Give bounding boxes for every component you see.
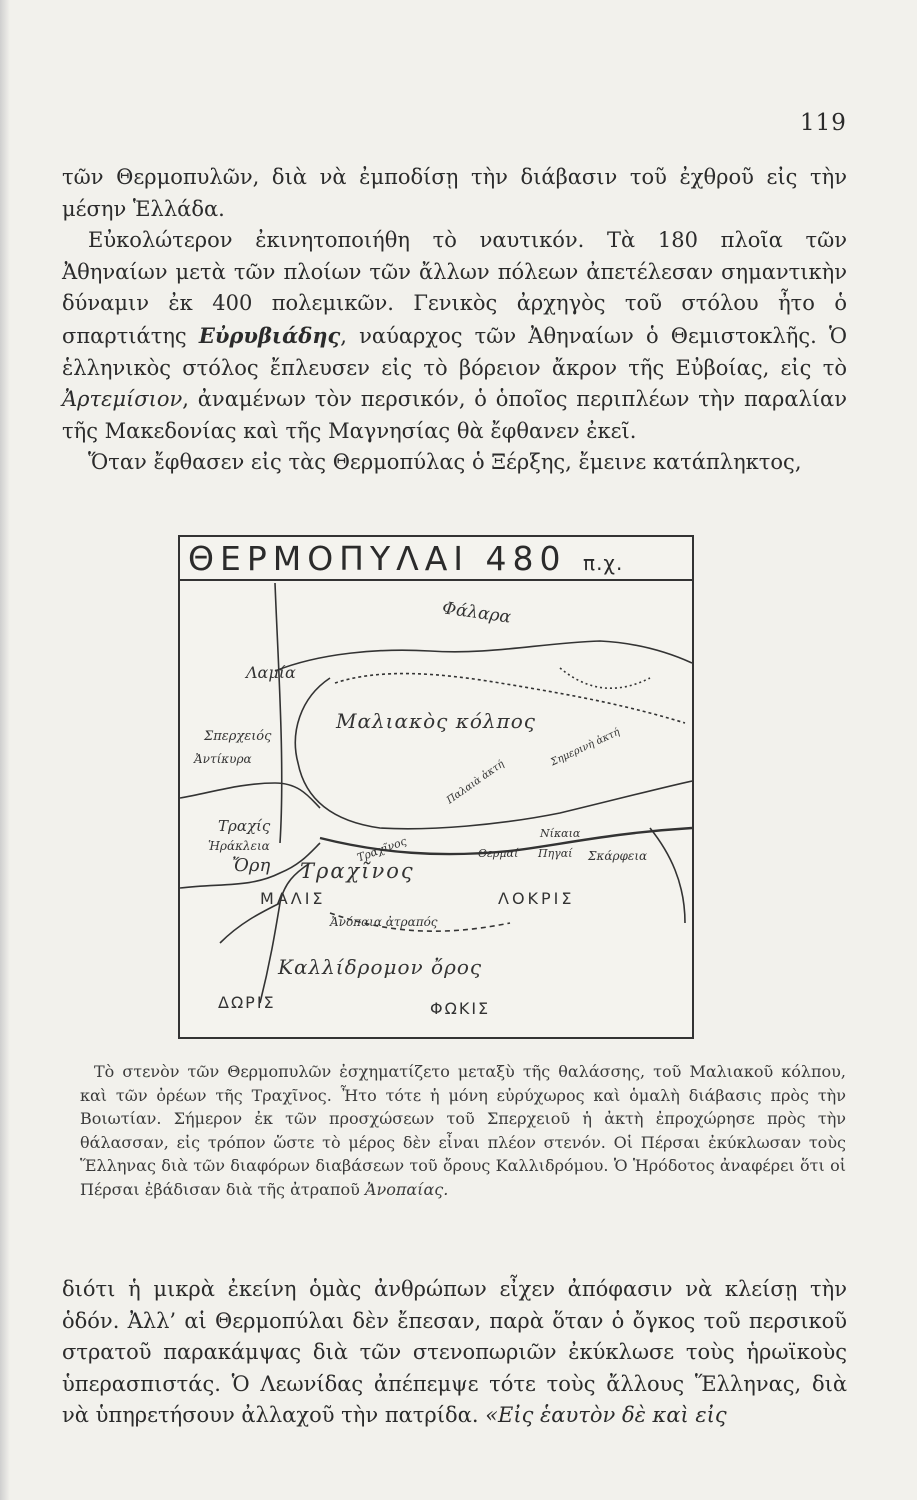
map-caption <box>80 1060 846 1201</box>
page-edge <box>0 0 10 1500</box>
label-coast-old: Παλαιὰ ἀκτή <box>444 758 507 807</box>
paragraph-2-start: Εὐκολώτερον ἐκινητοποιήθη τὸ ναυτικόν. Τὰ 180 πλοῖα τῶν Ἀθηναίων μετὰ τῶν πλοίων τῶν ἄλλων πόλεων ἀπετέλεσαν σημαντικὴν δύναμιν ἐκ 400 πολεμικῶν. Γενικὸς ἀρχηγὸς τοῦ στόλου ἦτο ὁ σπαρτιάτης <box>62 228 847 348</box>
map-title-text: ΘΕΡΜΟΠΥΛΑΙ <box>188 539 470 578</box>
north-coast-line <box>275 641 692 671</box>
label-pigai: Πηγαί <box>538 847 573 860</box>
label-thermai: Θερμαί <box>478 847 519 860</box>
paragraph-4-body: διότι ἡ μικρὰ ἐκείνη ὁμὰς ἀνθρώπων εἶχεν ἀπόφασιν νὰ κλείσῃ τὴν ὁδόν. Ἀλλ’ αἱ Θερμοπύλαι δὲν ἔπεσαν, παρὰ ὅταν ὁ ὄγκος τοῦ περσικοῦ στρατοῦ παρακάμψας διὰ τῶν στενοπωριῶν ἐκύκλωσε τοὺς ἡρωϊκοὺς ὑπερασπιστάς. Ὁ Λεωνίδας ἀπέπεμψε τότε τοὺς ἄλλους Ἕλληνας, διὰ νὰ ὑπηρετήσουν ἀλλαχοῦ τὴν πατρίδα. <box>62 1277 847 1428</box>
label-anopaia: Ἀνόπαια ἀτραπός <box>330 915 438 929</box>
label-falara: Φάλαρα <box>440 598 513 628</box>
label-doris: ΔΩΡΙΣ <box>218 993 276 1012</box>
page-number: 119 <box>800 110 847 136</box>
label-lamia: Λαμία <box>246 663 296 682</box>
map-era: π.χ. <box>583 551 624 575</box>
paragraph-4-quote: «Εἰς ἑαυτὸν δὲ καὶ εἰς <box>485 1403 727 1428</box>
spercheios-river <box>180 783 320 808</box>
paragraph-3: Ὅταν ἔφθασεν εἰς τὰς Θερμοπύλας ὁ Ξέρξης, ἔμεινε κατάπληκτος, <box>88 450 802 475</box>
label-trachinos: Τραχῖνος <box>300 859 415 883</box>
river-3 <box>260 863 310 1003</box>
map-year: 480 <box>485 539 567 578</box>
thermopylae-map <box>178 535 694 1039</box>
label-kallidromos-small: Τραχῖνος <box>355 834 409 865</box>
label-trachis: Τραχίς <box>218 817 271 835</box>
label-maliakos: Μαλιακὸς κόλπος <box>336 709 536 733</box>
east-line <box>650 828 685 923</box>
label-malis: ΜΑΛΙΣ <box>260 889 326 908</box>
old-shore-line <box>295 678 692 829</box>
label-antikyra: Ἀντίκυρα <box>194 752 252 766</box>
label-kallidromon: Καλλίδρομον ὄρος <box>278 955 483 979</box>
caption-italic: Ἀνοπαίας. <box>364 1179 449 1199</box>
label-herakleia: Ἡράκλεια <box>208 839 270 853</box>
label-ori: Ὄρη <box>232 855 271 876</box>
paragraph-4 <box>62 1274 847 1432</box>
caption-text <box>80 1060 846 1201</box>
road-line <box>275 583 282 843</box>
caption-body: Τὸ στενὸν τῶν Θερμοπυλῶν ἐσχηματίζετο μεταξὺ τῆς θαλάσσης, τοῦ Μαλιακοῦ κόλπου, καὶ τῶν ὀρέων τῆς Τραχῖνος. Ἦτο τότε ἡ μόνη εὐρύχωρος καὶ ὁμαλὴ διάβασις πρὸς τὴν Βοιωτίαν. Σήμερον ἐκ τῶν προσχώσεων τοῦ Σπερχειοῦ ἡ ἀκτὴ ἐπροχώρησε πρὸς τὴν θάλασσαν, εἰς τρόπον ὥστε τὸ μέρος δὲν εἶναι πλέον στενόν. Οἱ Πέρσαι ἐκύκλωσαν τοὺς Ἕλληνας διὰ τῶν διαφόρων διαβάσεων τοῦ ὄρους Καλλιδρόμου. Ὁ Ἡρόδοτος ἀναφέρει ὅτι οἱ Πέρσαι ἐβάδισαν διὰ τῆς ἀτραποῦ <box>80 1062 846 1199</box>
paragraph-2-mid: , ναύαρχος τῶν Ἀθηναίων ὁ Θεμιστοκλῆς. Ὁ ἑλληνικὸς στόλος ἔπλευσεν εἰς τὸ βόρειον ἄκρον τῆς Εὐβοίας, εἰς τὸ <box>62 323 847 380</box>
paragraph-2-end: , ἀναμένων τὸν περσικόν, ὁ ὁποῖος περιπλέων τὴν παραλίαν τῆς Μακεδονίας καὶ τῆς Μαγνησίας θὰ ἔφθανεν ἐκεῖ. <box>62 387 847 443</box>
label-coast-new: Σημερινὴ ἀκτή <box>549 726 622 769</box>
label-spercheios: Σπερχειός <box>204 729 272 744</box>
label-fokis: ΦΩΚΙΣ <box>430 999 491 1018</box>
artemision-name: Ἀρτεμίσιον <box>62 387 183 412</box>
paragraph-2 <box>62 225 847 447</box>
bottom-text <box>62 1274 847 1432</box>
label-nikaia: Νίκαια <box>540 827 581 840</box>
label-skarfeia: Σκάρφεια <box>588 849 648 863</box>
hill-line <box>560 668 650 688</box>
map-title <box>180 537 692 581</box>
label-lokris: ΛΟΚΡΙΣ <box>498 889 575 908</box>
river-4 <box>220 903 280 943</box>
eurybiades-name: Εὐρυβιάδης <box>198 322 341 348</box>
top-text <box>62 162 847 479</box>
paragraph-1: τῶν Θερμοπυλῶν, διὰ νὰ ἐμποδίσῃ τὴν διάβασιν τοῦ ἐχθροῦ εἰς τὴν μέσην Ἑλλάδα. <box>62 165 847 221</box>
